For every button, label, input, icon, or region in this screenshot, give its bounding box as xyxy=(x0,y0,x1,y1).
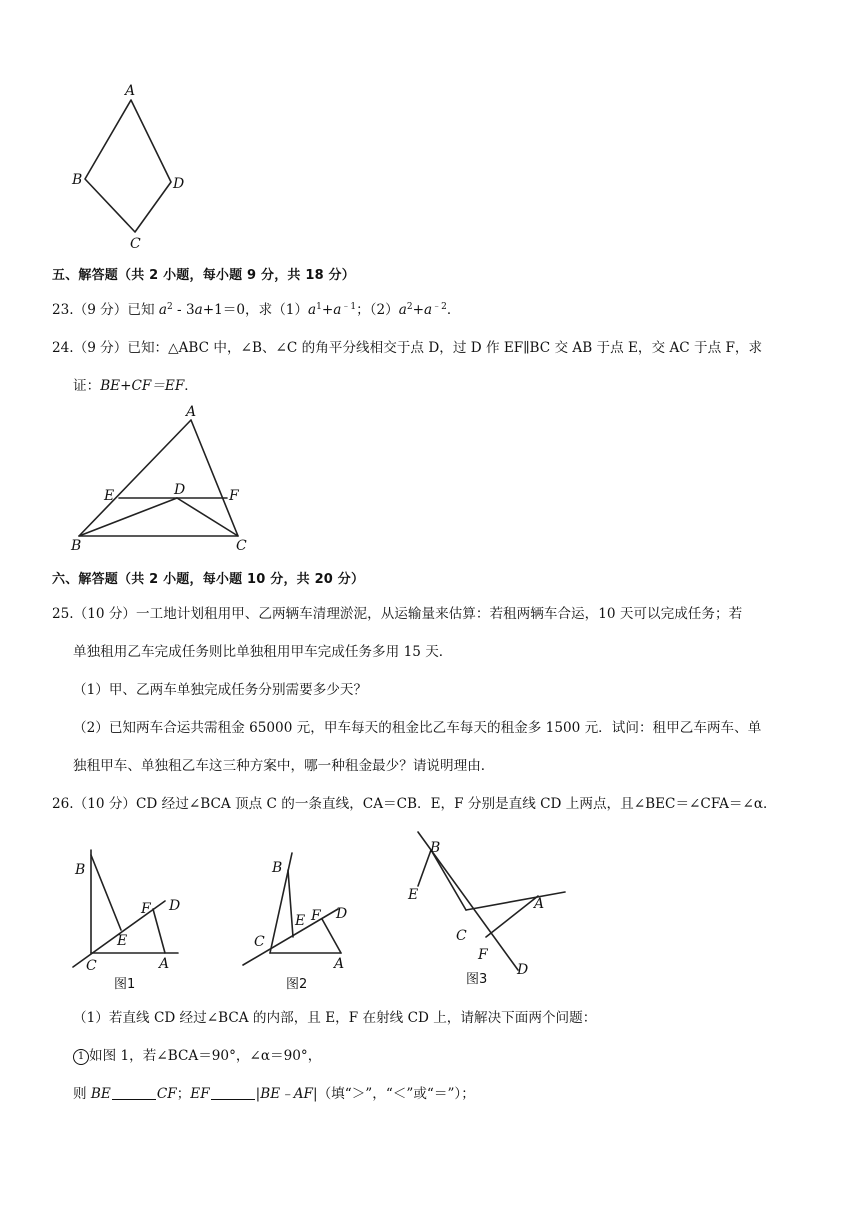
question-26-part-1: （1）若直线 CD 经过∠BCA 的内部，且 E，F 在射线 CD 上，请解决下面两个问题： xyxy=(73,1010,597,1026)
question-26-fill-line: 则 BE CF；EF |BE﹣AF|（填“＞”，“＜”或“＝”）； xyxy=(73,1086,475,1102)
segment-BD xyxy=(79,498,177,536)
vertex-label-A: A xyxy=(186,404,197,420)
section-6-title: 六、解答题（共 2 小题，每小题 10 分，共 20 分） xyxy=(52,572,365,587)
question-26-subpart-1: 1 如图 1，若∠BCA＝90°，∠α＝90°， xyxy=(73,1046,321,1066)
quadrilateral-figure xyxy=(60,80,210,255)
answer-blank-2[interactable] xyxy=(211,1086,255,1100)
figure-2-caption: 图2 xyxy=(286,977,308,992)
figure-1-caption: 图1 xyxy=(114,977,136,992)
question-23: 23.（9 分）已知 $a^2 - 3a+1=0$，求$(1)a^1+a^{﹣1}$；$(2)a^2+a^{﹣2}$． xyxy=(52,302,461,318)
label-B: B xyxy=(75,862,86,878)
question-24-line-1: 24.（9 分）已知：△ABC 中，∠B、∠C 的角平分线相交于点 D，过 D 作 EF∥BC 交 AB 于点 E，交 AC 于点 F，求 xyxy=(52,340,763,356)
quadrilateral-outline xyxy=(85,100,171,232)
segment-BE xyxy=(288,870,293,937)
figure-1 xyxy=(68,845,198,995)
answer-blank-1[interactable] xyxy=(112,1086,156,1100)
vertex-label-D: D xyxy=(173,176,185,192)
vertex-label-C: C xyxy=(236,538,247,554)
circled-number: 1 xyxy=(73,1049,89,1065)
label-D: D xyxy=(517,962,529,978)
label-B: B xyxy=(430,840,441,856)
vertex-label-E: E xyxy=(104,488,115,504)
label-F: F xyxy=(311,908,321,924)
vertex-label-D: D xyxy=(174,482,186,498)
label-E: E xyxy=(117,933,128,949)
section-5-title: 五、解答题（共 2 小题，每小题 9 分，共 18 分） xyxy=(52,268,355,283)
question-25-line-1: 25.（10 分）一工地计划租用甲、乙两辆车清理淤泥，从运输量来估算：若租两辆车合运，10 天可以完成任务；若 xyxy=(52,606,743,622)
segment-BC xyxy=(431,850,466,910)
vertex-label-B: B xyxy=(72,172,83,188)
label-A: A xyxy=(159,956,170,972)
segment-FA xyxy=(322,919,341,953)
question-25-part-1: （1）甲、乙两车单独完成任务分别需要多少天？ xyxy=(73,682,368,698)
label-A: A xyxy=(534,896,545,912)
figure-3 xyxy=(400,822,575,990)
triangle-figure xyxy=(62,402,262,552)
segment-BE xyxy=(91,855,121,930)
label-D: D xyxy=(336,906,348,922)
segment-FA xyxy=(153,909,165,953)
label-C: C xyxy=(254,934,265,950)
label-B: B xyxy=(272,860,283,876)
triangle-outline xyxy=(79,420,238,536)
vertex-label-A: A xyxy=(125,83,136,99)
label-E: E xyxy=(408,887,419,903)
label-A: A xyxy=(334,956,345,972)
label-E: E xyxy=(295,913,306,929)
figure-2 xyxy=(238,845,368,995)
vertex-label-C: C xyxy=(130,236,141,252)
question-26-line-1: 26.（10 分）CD 经过∠BCA 顶点 C 的一条直线，CA＝CB．E，F 分别是直线 CD 上两点，且∠BEC＝∠CFA＝∠α． xyxy=(52,796,777,812)
vertex-label-F: F xyxy=(229,488,239,504)
label-C: C xyxy=(86,958,97,974)
figure-3-caption: 图3 xyxy=(466,972,488,987)
label-F: F xyxy=(478,947,488,963)
label-D: D xyxy=(169,898,181,914)
line-CA xyxy=(466,892,565,910)
question-25-part-2-cont: 独租甲车、单独租乙车这三种方案中，哪一种租金最少？请说明理由． xyxy=(73,758,495,774)
vertex-label-B: B xyxy=(71,538,82,554)
question-25-part-2: （2）已知两车合运共需租金 65000 元，甲车每天的租金比乙车每天的租金多 1500 元．试问：租甲乙车两车、单 xyxy=(73,720,762,736)
label-C: C xyxy=(456,928,467,944)
question-24-line-2: 证：BE+CF＝EF． xyxy=(73,378,198,394)
question-25-line-2: 单独租用乙车完成任务则比单独租用甲车完成任务多用 15 天． xyxy=(73,644,453,660)
label-F: F xyxy=(141,901,151,917)
